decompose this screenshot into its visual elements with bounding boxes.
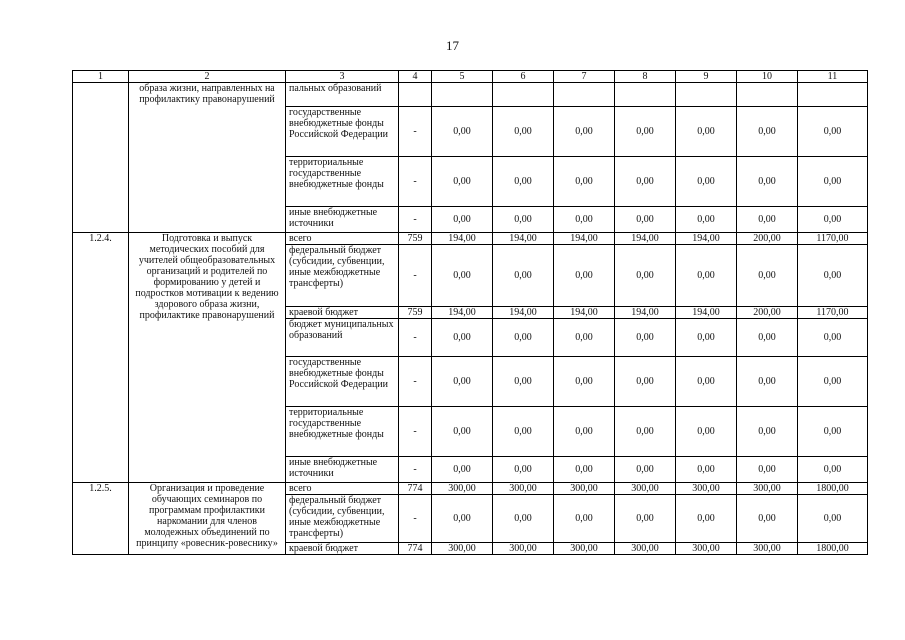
page-number: 17 (446, 38, 459, 53)
value-cell: 0,00 (615, 357, 676, 407)
value-cell: - (399, 495, 432, 543)
value-cell: 194,00 (615, 307, 676, 319)
value-cell: 1800,00 (798, 483, 868, 495)
value-cell: 774 (399, 483, 432, 495)
value-cell: 300,00 (676, 483, 737, 495)
value-cell: 194,00 (554, 307, 615, 319)
value-cell: 0,00 (676, 207, 737, 233)
budget-table (72, 70, 868, 555)
funding-source: краевой бюджет (286, 307, 399, 319)
value-cell (615, 83, 676, 107)
item-description: Организация и проведение обучающих семинаров по программам профилактики наркомании для членов молодежных объединений по принципу «ровесник-ровеснику» (129, 483, 286, 555)
funding-source: государственные внебюджетные фонды Российской Федерации (286, 357, 399, 407)
value-cell: 0,00 (554, 207, 615, 233)
value-cell: 0,00 (737, 245, 798, 307)
value-cell (554, 83, 615, 107)
value-cell: 0,00 (493, 319, 554, 357)
item-code (73, 83, 129, 233)
value-cell: 0,00 (432, 457, 493, 483)
column-number: 10 (737, 71, 798, 83)
value-cell: 0,00 (798, 457, 868, 483)
value-cell: 0,00 (676, 357, 737, 407)
value-cell: 1170,00 (798, 233, 868, 245)
value-cell: 0,00 (493, 357, 554, 407)
value-cell: 0,00 (493, 495, 554, 543)
value-cell (399, 83, 432, 107)
value-cell: 0,00 (676, 107, 737, 157)
value-cell: 0,00 (432, 245, 493, 307)
funding-source: федеральный бюджет (субсидии, субвенции, иные межбюджетные трансферты) (286, 245, 399, 307)
funding-source: иные внебюджетные источники (286, 207, 399, 233)
value-cell: 0,00 (432, 407, 493, 457)
funding-source: государственные внебюджетные фонды Российской Федерации (286, 107, 399, 157)
funding-source: территориальные государственные внебюджетные фонды (286, 407, 399, 457)
value-cell: 300,00 (432, 483, 493, 495)
value-cell: 0,00 (798, 357, 868, 407)
value-cell: 0,00 (676, 157, 737, 207)
value-cell: 0,00 (737, 457, 798, 483)
column-number: 11 (798, 71, 868, 83)
item-code: 1.2.4. (73, 233, 129, 483)
item-description: Подготовка и выпуск методических пособий для учителей общеобразовательных организаций и родителей по формированию у детей и подростков мотивации к ведению здорового образа жизни, профилактике правонарушений (129, 233, 286, 483)
value-cell: 0,00 (798, 157, 868, 207)
funding-source: территориальные государственные внебюджетные фонды (286, 157, 399, 207)
value-cell: 0,00 (798, 245, 868, 307)
value-cell (432, 83, 493, 107)
table-row (73, 233, 868, 245)
item-code: 1.2.5. (73, 483, 129, 555)
value-cell: 300,00 (676, 543, 737, 555)
funding-source: всего (286, 233, 399, 245)
value-cell: 300,00 (554, 483, 615, 495)
column-number: 4 (399, 71, 432, 83)
value-cell: 0,00 (798, 207, 868, 233)
value-cell: 0,00 (493, 207, 554, 233)
value-cell: 0,00 (615, 157, 676, 207)
value-cell: 194,00 (554, 233, 615, 245)
value-cell: 0,00 (554, 495, 615, 543)
value-cell: 0,00 (798, 407, 868, 457)
column-number: 6 (493, 71, 554, 83)
value-cell: 194,00 (676, 307, 737, 319)
value-cell: 0,00 (554, 357, 615, 407)
value-cell: 0,00 (676, 457, 737, 483)
funding-source: федеральный бюджет (субсидии, субвенции, иные межбюджетные трансферты) (286, 495, 399, 543)
value-cell: 194,00 (432, 307, 493, 319)
value-cell: 0,00 (554, 319, 615, 357)
value-cell: - (399, 207, 432, 233)
value-cell (798, 83, 868, 107)
value-cell: 0,00 (737, 357, 798, 407)
value-cell: 0,00 (737, 495, 798, 543)
column-number: 3 (286, 71, 399, 83)
value-cell: 0,00 (676, 495, 737, 543)
value-cell: 0,00 (615, 457, 676, 483)
value-cell: - (399, 407, 432, 457)
column-number: 8 (615, 71, 676, 83)
value-cell: 194,00 (432, 233, 493, 245)
value-cell: 1800,00 (798, 543, 868, 555)
value-cell: 0,00 (737, 319, 798, 357)
value-cell: 194,00 (615, 233, 676, 245)
value-cell: 0,00 (798, 495, 868, 543)
value-cell: 0,00 (554, 245, 615, 307)
table-row (73, 83, 868, 107)
column-number: 1 (73, 71, 129, 83)
value-cell: 0,00 (432, 357, 493, 407)
value-cell: - (399, 457, 432, 483)
value-cell: 0,00 (493, 107, 554, 157)
value-cell: 0,00 (554, 407, 615, 457)
item-description: образа жизни, направленных на профилактику правонарушений (129, 83, 286, 233)
value-cell: - (399, 157, 432, 207)
value-cell (493, 83, 554, 107)
value-cell: - (399, 319, 432, 357)
value-cell: 0,00 (676, 407, 737, 457)
value-cell: 0,00 (554, 457, 615, 483)
value-cell: 300,00 (615, 543, 676, 555)
value-cell: 0,00 (493, 245, 554, 307)
value-cell: 0,00 (493, 407, 554, 457)
funding-source: иные внебюджетные источники (286, 457, 399, 483)
column-number: 9 (676, 71, 737, 83)
value-cell: 0,00 (737, 107, 798, 157)
value-cell: 0,00 (432, 107, 493, 157)
value-cell: 300,00 (493, 543, 554, 555)
value-cell: 759 (399, 233, 432, 245)
value-cell: 300,00 (615, 483, 676, 495)
value-cell: 194,00 (493, 307, 554, 319)
value-cell: 1170,00 (798, 307, 868, 319)
value-cell: 0,00 (493, 457, 554, 483)
column-number: 2 (129, 71, 286, 83)
value-cell: 0,00 (615, 207, 676, 233)
value-cell: 0,00 (432, 207, 493, 233)
value-cell: 0,00 (798, 319, 868, 357)
value-cell: 0,00 (676, 245, 737, 307)
value-cell: - (399, 357, 432, 407)
value-cell: 0,00 (554, 107, 615, 157)
value-cell: 0,00 (615, 407, 676, 457)
value-cell: 300,00 (554, 543, 615, 555)
value-cell: 0,00 (615, 495, 676, 543)
value-cell: 300,00 (493, 483, 554, 495)
value-cell: 0,00 (737, 407, 798, 457)
value-cell: 0,00 (737, 157, 798, 207)
funding-source: всего (286, 483, 399, 495)
value-cell: 0,00 (493, 157, 554, 207)
value-cell: 0,00 (554, 157, 615, 207)
value-cell (737, 83, 798, 107)
value-cell: 0,00 (798, 107, 868, 157)
value-cell: 0,00 (676, 319, 737, 357)
value-cell: 0,00 (615, 245, 676, 307)
value-cell: 0,00 (432, 319, 493, 357)
value-cell: 300,00 (432, 543, 493, 555)
value-cell: 300,00 (737, 543, 798, 555)
column-number: 7 (554, 71, 615, 83)
column-number: 5 (432, 71, 493, 83)
table-row (73, 483, 868, 495)
value-cell: 194,00 (493, 233, 554, 245)
value-cell: 0,00 (737, 207, 798, 233)
value-cell: 774 (399, 543, 432, 555)
value-cell: 300,00 (737, 483, 798, 495)
value-cell: - (399, 107, 432, 157)
value-cell: 200,00 (737, 233, 798, 245)
value-cell: 0,00 (432, 495, 493, 543)
funding-source: пальных образований (286, 83, 399, 107)
funding-source: краевой бюджет (286, 543, 399, 555)
value-cell: 759 (399, 307, 432, 319)
value-cell: 200,00 (737, 307, 798, 319)
header-row (73, 71, 868, 83)
value-cell: 0,00 (615, 107, 676, 157)
value-cell (676, 83, 737, 107)
value-cell: 194,00 (676, 233, 737, 245)
value-cell: 0,00 (432, 157, 493, 207)
value-cell: 0,00 (615, 319, 676, 357)
funding-source: бюджет муниципальных образований (286, 319, 399, 357)
value-cell: - (399, 245, 432, 307)
